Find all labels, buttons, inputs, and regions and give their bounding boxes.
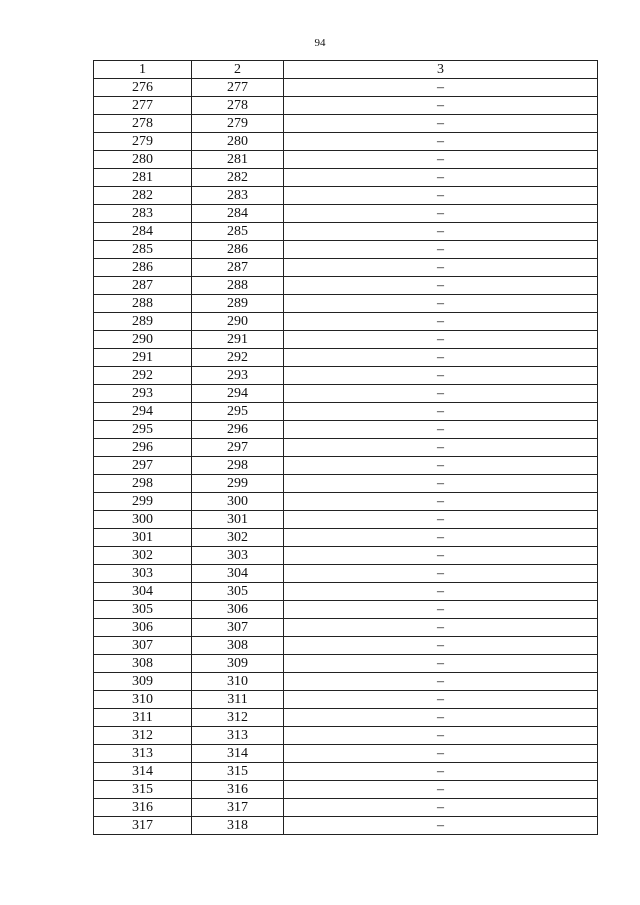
table-cell-col-2: 314 (192, 745, 284, 763)
table-cell-col-2: 278 (192, 97, 284, 115)
table-body (94, 79, 598, 835)
table-row (94, 781, 598, 799)
table-cell-col-3: – (284, 421, 598, 439)
table-cell-col-1: 314 (94, 763, 192, 781)
table-cell-col-1: 294 (94, 403, 192, 421)
table-cell-col-2: 300 (192, 493, 284, 511)
table-cell-col-3: – (284, 133, 598, 151)
table-cell-col-1: 289 (94, 313, 192, 331)
table-cell-col-3: – (284, 295, 598, 313)
table-cell-col-1: 298 (94, 475, 192, 493)
table-row (94, 403, 598, 421)
table-cell-col-1: 299 (94, 493, 192, 511)
table-row (94, 187, 598, 205)
table-cell-col-1: 288 (94, 295, 192, 313)
table-cell-col-1: 291 (94, 349, 192, 367)
table-cell-col-1: 293 (94, 385, 192, 403)
table-cell-col-1: 307 (94, 637, 192, 655)
table-cell-col-1: 304 (94, 583, 192, 601)
table-cell-col-2: 305 (192, 583, 284, 601)
table-cell-col-3: – (284, 97, 598, 115)
table-cell-col-2: 306 (192, 601, 284, 619)
table-cell-col-2: 292 (192, 349, 284, 367)
table-row (94, 619, 598, 637)
table-cell-col-2: 312 (192, 709, 284, 727)
table-cell-col-2: 316 (192, 781, 284, 799)
table-row (94, 421, 598, 439)
table-row (94, 133, 598, 151)
table-row (94, 745, 598, 763)
table-cell-col-2: 294 (192, 385, 284, 403)
table-cell-col-1: 301 (94, 529, 192, 547)
table-cell-col-1: 308 (94, 655, 192, 673)
table-row (94, 349, 598, 367)
table-cell-col-1: 303 (94, 565, 192, 583)
table-row (94, 97, 598, 115)
table-cell-col-3: – (284, 619, 598, 637)
table-row (94, 223, 598, 241)
table-cell-col-3: – (284, 367, 598, 385)
table-cell-col-3: – (284, 313, 598, 331)
table-row (94, 637, 598, 655)
table-cell-col-2: 310 (192, 673, 284, 691)
table-cell-col-2: 301 (192, 511, 284, 529)
table-cell-col-3: – (284, 799, 598, 817)
table-cell-col-3: – (284, 529, 598, 547)
table-cell-col-1: 279 (94, 133, 192, 151)
table-row (94, 493, 598, 511)
table-cell-col-2: 297 (192, 439, 284, 457)
table-cell-col-1: 281 (94, 169, 192, 187)
table-row (94, 367, 598, 385)
table-cell-col-2: 318 (192, 817, 284, 835)
table-cell-col-2: 308 (192, 637, 284, 655)
table-cell-col-1: 300 (94, 511, 192, 529)
table-row (94, 313, 598, 331)
table-cell-col-1: 316 (94, 799, 192, 817)
table-row (94, 799, 598, 817)
table-row (94, 529, 598, 547)
table-cell-col-2: 293 (192, 367, 284, 385)
table-row (94, 817, 598, 835)
table-cell-col-3: – (284, 169, 598, 187)
table-cell-col-1: 292 (94, 367, 192, 385)
table-cell-col-1: 297 (94, 457, 192, 475)
column-header-2: 2 (192, 61, 284, 79)
table-cell-col-2: 290 (192, 313, 284, 331)
table-cell-col-1: 315 (94, 781, 192, 799)
table-cell-col-1: 276 (94, 79, 192, 97)
table-cell-col-2: 309 (192, 655, 284, 673)
table-cell-col-3: – (284, 727, 598, 745)
table-row (94, 277, 598, 295)
table-cell-col-3: – (284, 349, 598, 367)
table-cell-col-2: 291 (192, 331, 284, 349)
table-cell-col-2: 302 (192, 529, 284, 547)
table-cell-col-3: – (284, 763, 598, 781)
table-row (94, 727, 598, 745)
table-row (94, 583, 598, 601)
table-cell-col-2: 277 (192, 79, 284, 97)
table-row (94, 385, 598, 403)
table-cell-col-1: 282 (94, 187, 192, 205)
table-cell-col-1: 286 (94, 259, 192, 277)
table-cell-col-1: 285 (94, 241, 192, 259)
table-cell-col-2: 303 (192, 547, 284, 565)
table-cell-col-3: – (284, 331, 598, 349)
table-cell-col-2: 317 (192, 799, 284, 817)
table-cell-col-3: – (284, 223, 598, 241)
table-cell-col-1: 278 (94, 115, 192, 133)
table-cell-col-2: 313 (192, 727, 284, 745)
table-cell-col-2: 287 (192, 259, 284, 277)
table-cell-col-2: 282 (192, 169, 284, 187)
table-cell-col-1: 295 (94, 421, 192, 439)
column-header-1: 1 (94, 61, 192, 79)
table-cell-col-3: – (284, 673, 598, 691)
table-cell-col-2: 295 (192, 403, 284, 421)
table-row (94, 565, 598, 583)
table-cell-col-3: – (284, 475, 598, 493)
table-row (94, 475, 598, 493)
table-cell-col-1: 283 (94, 205, 192, 223)
table-cell-col-2: 286 (192, 241, 284, 259)
table-cell-col-1: 280 (94, 151, 192, 169)
table-cell-col-3: – (284, 691, 598, 709)
table-cell-col-3: – (284, 655, 598, 673)
data-table (93, 60, 598, 835)
table-row (94, 691, 598, 709)
column-header-3: 3 (284, 61, 598, 79)
table-cell-col-3: – (284, 259, 598, 277)
table-cell-col-2: 284 (192, 205, 284, 223)
table-cell-col-2: 289 (192, 295, 284, 313)
table-cell-col-3: – (284, 241, 598, 259)
table-row (94, 709, 598, 727)
table-cell-col-3: – (284, 457, 598, 475)
table-cell-col-3: – (284, 187, 598, 205)
table-row (94, 547, 598, 565)
table-cell-col-3: – (284, 745, 598, 763)
table-row (94, 241, 598, 259)
table-row (94, 331, 598, 349)
table-cell-col-3: – (284, 385, 598, 403)
table-cell-col-3: – (284, 565, 598, 583)
table-cell-col-2: 311 (192, 691, 284, 709)
page-number: 94 (314, 37, 326, 49)
table-cell-col-3: – (284, 511, 598, 529)
table-cell-col-1: 277 (94, 97, 192, 115)
table-cell-col-2: 304 (192, 565, 284, 583)
table-cell-col-2: 281 (192, 151, 284, 169)
table-cell-col-3: – (284, 277, 598, 295)
table-cell-col-3: – (284, 817, 598, 835)
table-cell-col-2: 285 (192, 223, 284, 241)
table-row (94, 295, 598, 313)
table-cell-col-1: 306 (94, 619, 192, 637)
table-cell-col-1: 311 (94, 709, 192, 727)
table-cell-col-2: 283 (192, 187, 284, 205)
table-cell-col-2: 315 (192, 763, 284, 781)
table-cell-col-2: 296 (192, 421, 284, 439)
table-cell-col-1: 290 (94, 331, 192, 349)
table-cell-col-3: – (284, 601, 598, 619)
table-cell-col-3: – (284, 115, 598, 133)
table-row (94, 151, 598, 169)
table-cell-col-2: 288 (192, 277, 284, 295)
table-cell-col-3: – (284, 205, 598, 223)
table-row (94, 205, 598, 223)
table-row (94, 169, 598, 187)
table-row (94, 601, 598, 619)
table-header-row (94, 61, 598, 79)
table-row (94, 79, 598, 97)
table-cell-col-3: – (284, 403, 598, 421)
table-row (94, 115, 598, 133)
table-cell-col-1: 284 (94, 223, 192, 241)
table-cell-col-2: 298 (192, 457, 284, 475)
table-cell-col-2: 280 (192, 133, 284, 151)
table-row (94, 259, 598, 277)
table-row (94, 673, 598, 691)
table-cell-col-1: 309 (94, 673, 192, 691)
table-cell-col-1: 305 (94, 601, 192, 619)
table-cell-col-3: – (284, 493, 598, 511)
table-cell-col-3: – (284, 79, 598, 97)
table-cell-col-3: – (284, 583, 598, 601)
table-row (94, 655, 598, 673)
table-cell-col-1: 313 (94, 745, 192, 763)
table-cell-col-2: 307 (192, 619, 284, 637)
table-cell-col-3: – (284, 439, 598, 457)
table-row (94, 511, 598, 529)
table-cell-col-1: 302 (94, 547, 192, 565)
table-cell-col-1: 312 (94, 727, 192, 745)
table-cell-col-3: – (284, 151, 598, 169)
table-cell-col-3: – (284, 547, 598, 565)
table-row (94, 763, 598, 781)
table-cell-col-1: 317 (94, 817, 192, 835)
table-cell-col-3: – (284, 781, 598, 799)
table-cell-col-3: – (284, 709, 598, 727)
table-row (94, 457, 598, 475)
table-cell-col-2: 279 (192, 115, 284, 133)
table-cell-col-1: 296 (94, 439, 192, 457)
table-cell-col-2: 299 (192, 475, 284, 493)
table-cell-col-1: 287 (94, 277, 192, 295)
table-cell-col-3: – (284, 637, 598, 655)
table-row (94, 439, 598, 457)
table-cell-col-1: 310 (94, 691, 192, 709)
